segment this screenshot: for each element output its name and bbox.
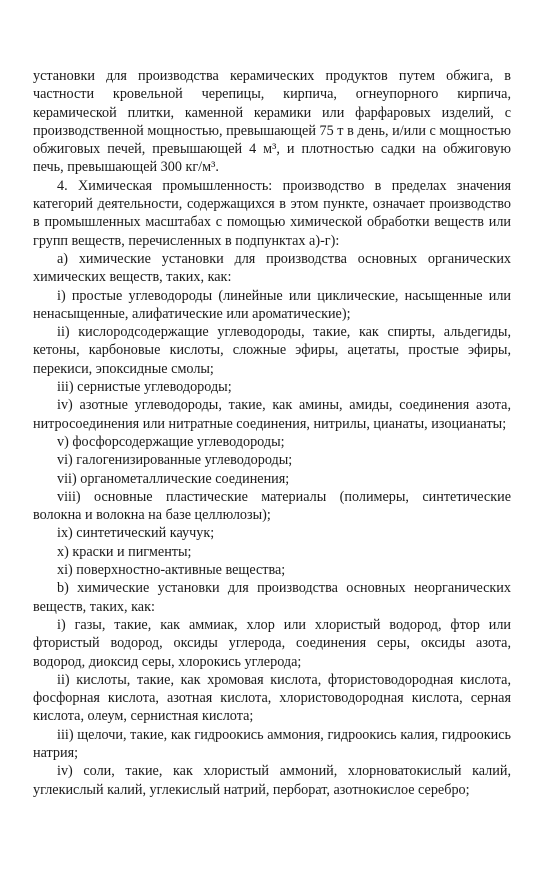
list-item-acids: ii) кислоты, такие, как хромовая кислота, фтористоводородная кислота, фосфорная кислота, азотная кислота, хлористоводородная кислота, серная кислота, олеум, сернистная кислота;: [33, 671, 511, 725]
paragraph-inorganic-intro: b) химические установки для производства основных неорганических веществ, таких, как:: [33, 580, 511, 615]
document-page: [33, 67, 511, 799]
list-item-oxygen-hydrocarbons: ii) кислородсодержащие углеводороды, такие, как спирты, альдегиды, кетоны, карбоновые кислоты, сложные эфиры, ацетаты, простые эфиры, перекиси, эпоксидные смолы;: [33, 324, 511, 377]
list-item-simple-hydrocarbons: i) простые углеводороды (линейные или циклические, насыщенные или ненасыщенные, алифатические или ароматические);: [33, 287, 511, 322]
list-item-paints-pigments: x) краски и пигменты;: [57, 543, 192, 560]
list-item-halogenated-hydrocarbons: vi) галогенизированные углеводороды;: [57, 452, 293, 469]
list-item-synthetic-rubber: ix) синтетический каучук;: [57, 525, 215, 542]
list-item-gases: i) газы, такие, как аммиак, хлор или хлористый водород, фтор или фтористый водород, оксиды углерода, соединения серы, оксиды азота, водород, диоксид серы, хлорокись углерода;: [33, 616, 511, 670]
list-item-alkalis: iii) щелочи, такие, как гидроокись аммония, гидроокись калия, гидроокись натрия;: [33, 726, 511, 761]
list-item-nitrogen-hydrocarbons: iv) азотные углеводороды, такие, как амины, амиды, соединения азота, нитросоединения или нитратные соединения, нитрилы, цианаты, изоцианаты;: [33, 397, 511, 432]
paragraph-ceramics-continued: установки для производства керамических продуктов путем обжига, в частности кровельной черепицы, кирпича, огнеупорного кирпича, керамической плитки, каменной керамики или фарфаровых изделий, с производственной мощностью, превышающей 75 т в день, и/или с мощностью обжиговых печей, превышающей 4 м³, и плотностью садки на обжиговую печь, превышающей 300 кг/м³.: [33, 68, 511, 176]
list-item-plastics: viii) основные пластические материалы (полимеры, синтетические волокна и волокна на базе целлюлозы);: [33, 488, 511, 524]
list-item-phosphorus-hydrocarbons: v) фосфорсодержащие углеводороды;: [57, 433, 285, 450]
paragraph-chemical-industry: 4. Химическая промышленность: производство в пределах значения категорий деятельности, содержащихся в этом пункте, означает производство в промышленных масштабах с помощью химической обработки веществ или групп веществ, перечисленных в подпунктах а)-г):: [33, 177, 511, 249]
list-item-surfactants: xi) поверхностно-активные вещества;: [57, 562, 286, 579]
list-item-salts: iv) соли, такие, как хлористый аммоний, хлорноватокислый калий, углекислый калий, углекислый натрий, перборат, азотнокислое серебро;: [33, 763, 511, 798]
paragraph-organic-intro: а) химические установки для производства основных органических химических веществ, таких, как:: [33, 250, 511, 286]
list-item-organometallic: vii) органометаллические соединения;: [57, 470, 290, 487]
list-item-sulfur-hydrocarbons: iii) сернистые углеводороды;: [57, 379, 232, 396]
